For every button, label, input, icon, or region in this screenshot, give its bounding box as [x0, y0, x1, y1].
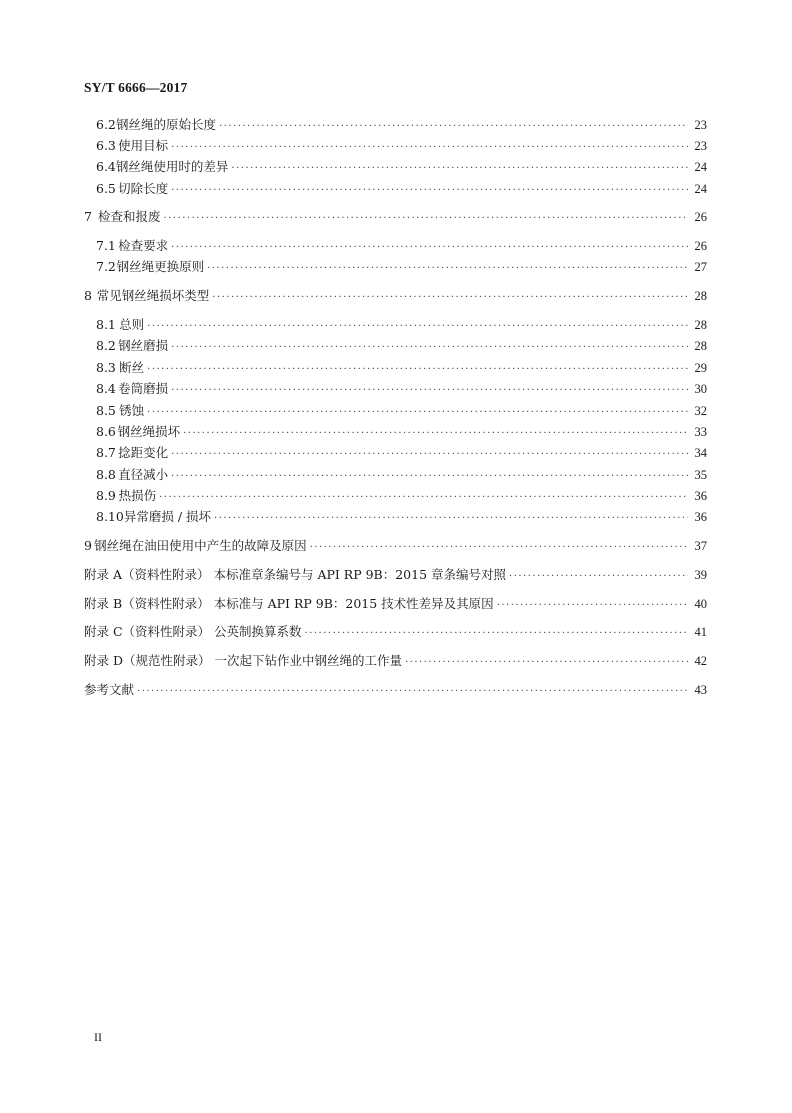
toc-entry-number: 6.2 [96, 117, 116, 132]
toc-entry-title: 异常磨损 / 损坏 [123, 509, 212, 524]
dot-leader [147, 318, 688, 336]
dot-leader [405, 654, 688, 672]
dot-leader [305, 625, 688, 643]
toc-entry-title: 检查和报废 [98, 209, 161, 224]
toc-entry-title: 附录 D（规范性附录） 一次起下钻作业中钢丝绳的工作量 [84, 653, 402, 668]
dot-leader [164, 210, 688, 228]
dot-leader [219, 118, 688, 136]
toc-entry-title: 断丝 [119, 360, 145, 375]
toc-entry-page: 42 [694, 654, 707, 668]
toc-entry-page: 41 [694, 625, 707, 639]
toc-entry-title: 钢丝磨损 [118, 338, 169, 353]
toc-entry-page: 32 [694, 404, 707, 418]
dot-leader [171, 382, 688, 400]
toc-entry-title: 卷筒磨损 [118, 381, 169, 396]
toc-entry-title: 参考文献 [84, 682, 135, 697]
dot-leader [171, 446, 688, 464]
toc-entry[interactable] [84, 537, 707, 555]
toc-entry-number: 8.1 [96, 317, 116, 332]
dot-leader [171, 239, 688, 257]
toc-entry-title: 直径减小 [118, 467, 169, 482]
toc-entry-page: 26 [694, 239, 707, 253]
toc-entry-number: 8.8 [96, 467, 116, 482]
toc-entry[interactable] [96, 402, 707, 420]
dot-leader [214, 510, 688, 528]
toc-entry-number: 7.2 [96, 259, 116, 274]
dot-leader [207, 260, 688, 278]
dot-leader [171, 468, 688, 486]
toc-entry-appendix[interactable] [84, 623, 707, 641]
page-header-standard-number: SY/T 6666—2017 [84, 80, 188, 95]
dot-leader [497, 597, 688, 615]
toc-entry-page: 37 [694, 539, 707, 553]
toc-entry-title: 常见钢丝绳损坏类型 [96, 288, 210, 303]
dot-leader [137, 683, 688, 701]
dot-leader [171, 339, 688, 357]
toc-entry-number: 8.4 [96, 381, 116, 396]
toc-entry-appendix[interactable] [84, 681, 707, 699]
toc-entry-title: 钢丝绳在油田使用中产生的故障及原因 [94, 538, 307, 553]
dot-leader [147, 404, 688, 422]
toc-entry-page: 34 [694, 446, 707, 460]
dot-leader [231, 160, 688, 178]
toc-entry-page: 43 [694, 683, 707, 697]
toc-entry[interactable] [96, 423, 707, 441]
toc-entry-page: 33 [694, 425, 707, 439]
toc-entry-title: 附录 A（资料性附录） 本标准章条编号与 API RP 9B：2015 章条编号对照 [84, 567, 507, 582]
toc-entry-title: 附录 B（资料性附录） 本标准与 API RP 9B：2015 技术性差异及其原因 [84, 596, 494, 611]
toc-entry-title: 使用目标 [118, 138, 169, 153]
toc-entry-number: 8.2 [96, 338, 116, 353]
toc-entry-number: 8.6 [96, 424, 116, 439]
toc-entry[interactable] [96, 180, 707, 198]
toc-entry-appendix[interactable] [84, 595, 707, 613]
toc-entry-title: 钢丝绳损坏 [117, 424, 181, 439]
toc-entry-number: 9 [84, 538, 92, 553]
toc-entry[interactable] [96, 258, 707, 276]
dot-leader [509, 568, 688, 586]
toc-entry-number: 6.4 [96, 159, 116, 174]
toc-entry[interactable] [84, 287, 707, 305]
toc-entry-title: 附录 C（资料性附录） 公英制换算系数 [84, 624, 302, 639]
toc-entry-page: 28 [694, 289, 707, 303]
toc-entry[interactable] [96, 237, 707, 255]
toc-entry[interactable] [84, 208, 707, 226]
toc-entry-page: 23 [694, 139, 707, 153]
toc-entry-number: 6.5 [96, 181, 116, 196]
toc-entry-page: 36 [694, 510, 707, 524]
dot-leader [212, 289, 688, 307]
toc-entry-page: 27 [694, 260, 707, 274]
toc-entry-title: 热损伤 [118, 488, 157, 503]
toc-entry-number: 8.3 [96, 360, 116, 375]
toc-entry-number: 8.7 [96, 445, 116, 460]
toc-entry-title: 检查要求 [118, 238, 169, 253]
toc-entry[interactable] [96, 316, 707, 334]
toc-entry-number: 8.9 [96, 488, 116, 503]
toc-entry[interactable] [96, 359, 707, 377]
toc-entry-title: 锈蚀 [119, 403, 145, 418]
toc-entry[interactable] [96, 508, 707, 526]
page-number: II [94, 1030, 102, 1044]
toc-entry-page: 35 [694, 468, 707, 482]
dot-leader [159, 489, 688, 507]
dot-leader [183, 425, 688, 443]
toc-entry-number: 7 [84, 209, 92, 224]
dot-leader [147, 361, 688, 379]
toc-entry-page: 24 [694, 182, 707, 196]
toc-entry-number: 8.5 [96, 403, 116, 418]
toc-entry-title: 钢丝绳使用时的差异 [115, 159, 229, 174]
dot-leader [171, 139, 688, 157]
toc-entry[interactable] [96, 137, 707, 155]
toc-entry[interactable] [96, 116, 707, 134]
toc-entry-appendix[interactable] [84, 566, 707, 584]
toc-entry-page: 23 [694, 118, 707, 132]
toc-entry[interactable] [96, 337, 707, 355]
toc-entry-number: 6.3 [96, 138, 116, 153]
toc-entry-page: 28 [694, 318, 707, 332]
toc-entry-title: 钢丝绳的原始长度 [116, 117, 217, 132]
toc-entry-page: 30 [694, 382, 707, 396]
toc-entry-title: 捻距变化 [118, 445, 169, 460]
toc-entry-page: 28 [694, 339, 707, 353]
toc-entry-page: 29 [694, 361, 707, 375]
toc-entry-number: 7.1 [96, 238, 116, 253]
toc-entry[interactable] [96, 466, 707, 484]
dot-leader [171, 182, 688, 200]
toc-entry-page: 39 [694, 568, 707, 582]
toc-entry[interactable] [96, 487, 707, 505]
toc-entry-page: 24 [694, 160, 707, 174]
toc-entry-number: 8.10 [96, 509, 124, 524]
toc-entry[interactable] [96, 380, 707, 398]
toc-entry-title: 钢丝绳更换原则 [116, 259, 205, 274]
toc-entry-title: 总则 [119, 317, 145, 332]
toc-entry-page: 26 [694, 210, 707, 224]
toc-entry-title: 切除长度 [118, 181, 169, 196]
toc-entry-appendix[interactable] [84, 652, 707, 670]
dot-leader [310, 539, 688, 557]
toc-entry-number: 8 [84, 288, 92, 303]
toc-entry-page: 40 [694, 597, 707, 611]
toc-entry-page: 36 [694, 489, 707, 503]
toc-entry[interactable] [96, 158, 707, 176]
toc-entry[interactable] [96, 444, 707, 462]
